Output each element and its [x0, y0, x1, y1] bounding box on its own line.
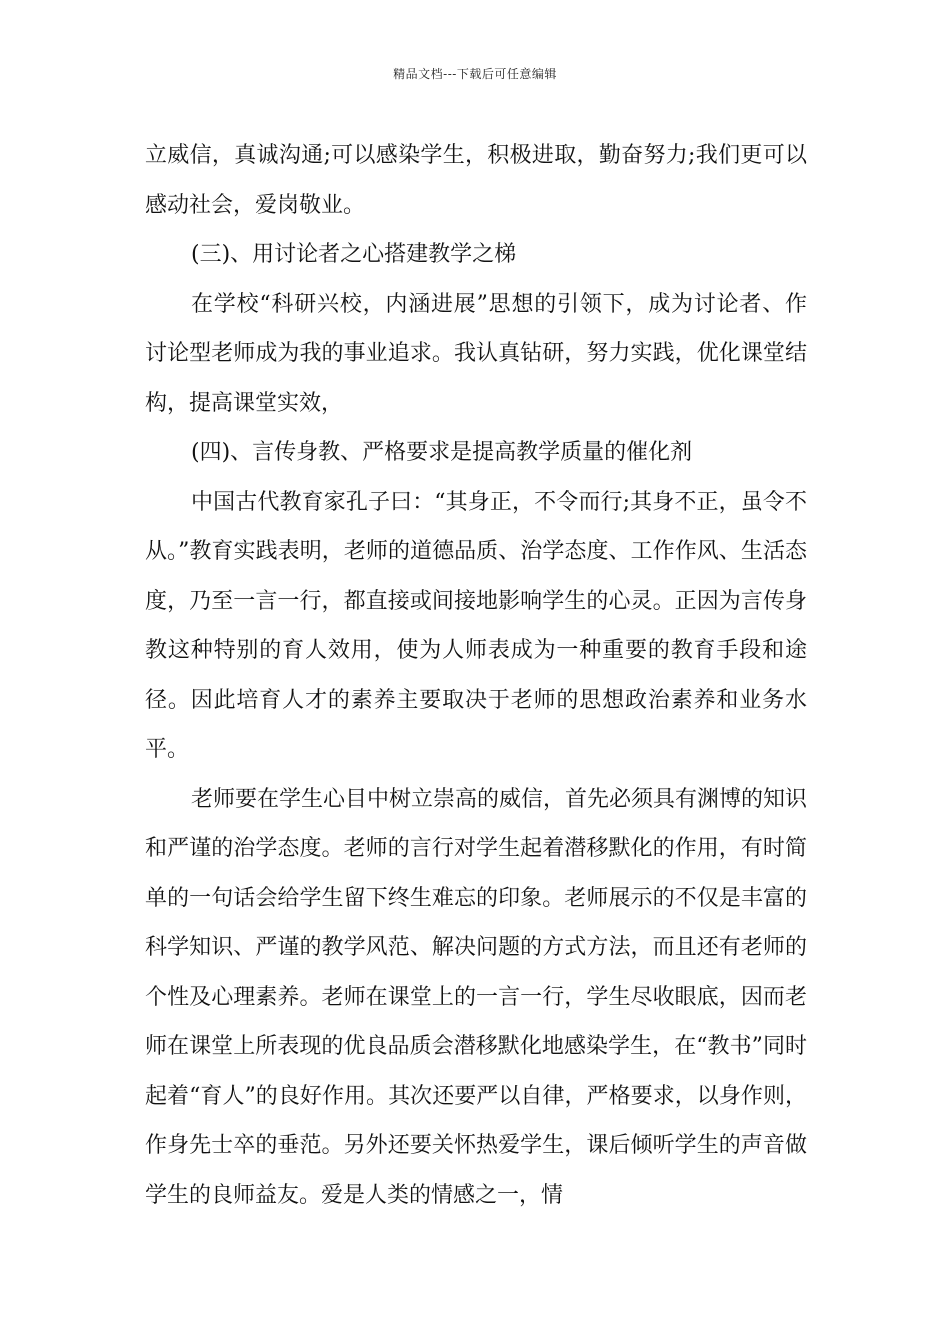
paragraph-3: 中国古代教育家孔子曰：“其身正，不令而行;其身不正，虽令不从。”教育实践表明，老师的道德品质、治学态度、工作作风、生活态度，乃至一言一行，都直接或间接地影响学生的心灵。正因为言传身教这种特别的育人效用，使为人师表成为一种重要的教育手段和途径。因此培育人才的素养主要取决于老师的思想政治素养和业务水平。	[145, 489, 807, 762]
section-heading-4: (四)、言传身教、严格要求是提高教学质量的催化剂	[191, 440, 693, 465]
page-header: 精品文档---下载后可任意编辑	[393, 67, 557, 81]
document-body	[145, 131, 807, 1220]
paragraph-1: 立威信，真诚沟通;可以感染学生，积极进取，勤奋努力;我们更可以感动社会，爱岗敬业。	[145, 143, 807, 218]
paragraph-4: 老师要在学生心目中树立崇高的威信，首先必须具有渊博的知识和严谨的治学态度。老师的言行对学生起着潜移默化的作用，有时简单的一句话会给学生留下终生难忘的印象。老师展示的不仅是丰富的科学知识、严谨的教学风范、解决问题的方式方法，而且还有老师的个性及心理素养。老师在课堂上的一言一行，学生尽收眼底，因而老师在课堂上所表现的优良品质会潜移默化地感染学生，在“教书”同时起着“育人”的良好作用。其次还要严以自律，严格要求，以身作则，作身先士卒的垂范。另外还要关怀热爱学生，课后倾听学生的声音做学生的良师益友。爱是人类的情感之一，情	[145, 786, 808, 1208]
section-heading-3: (三)、用讨论者之心搭建教学之梯	[191, 242, 517, 267]
paragraph-2: 在学校“科研兴校，内涵进展”思想的引领下，成为讨论者、作讨论型老师成为我的事业追求。我认真钻研，努力实践，优化课堂结构，提高课堂实效，	[145, 291, 807, 416]
